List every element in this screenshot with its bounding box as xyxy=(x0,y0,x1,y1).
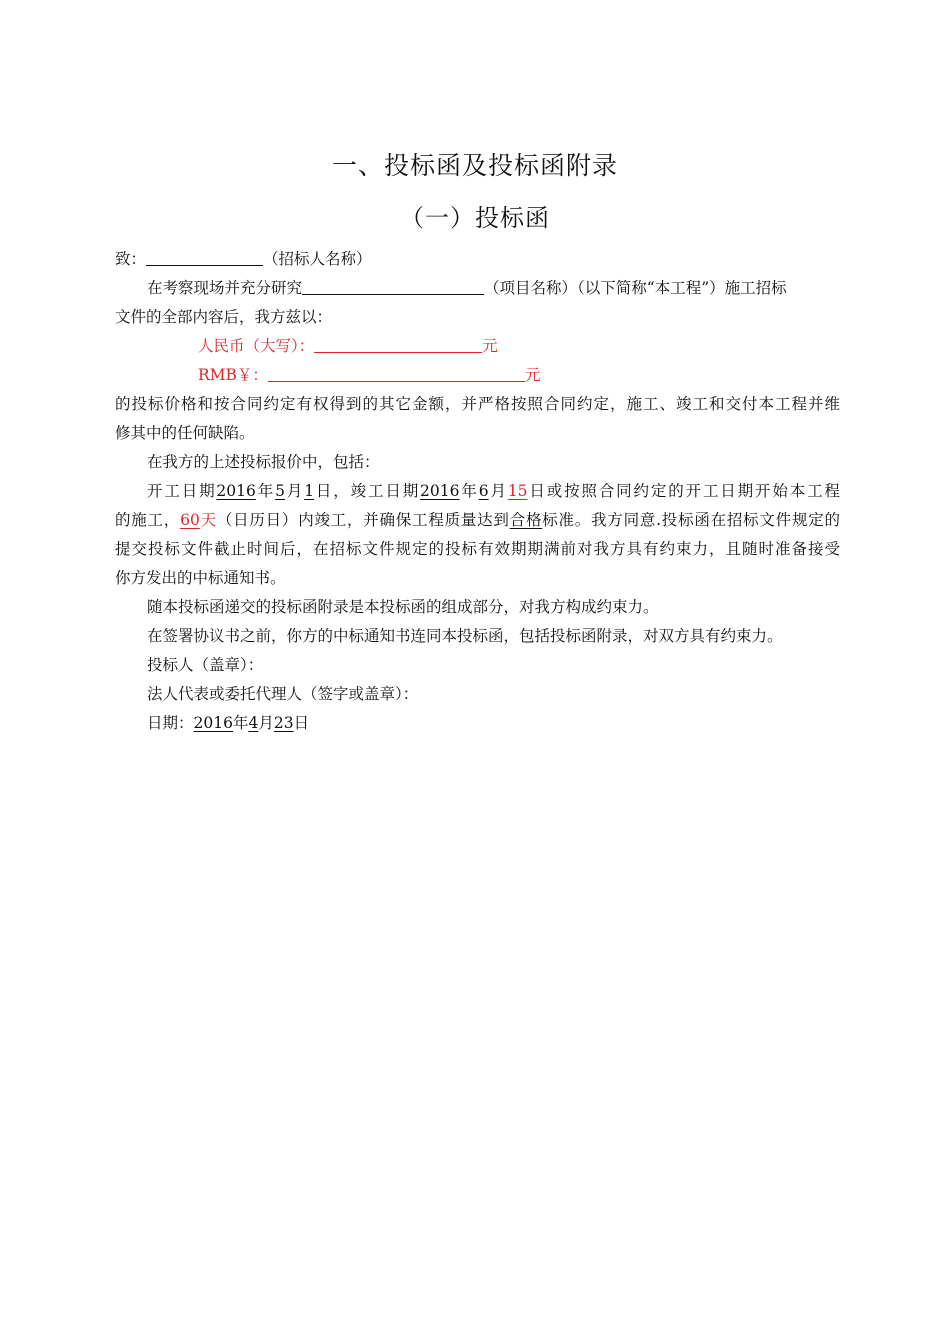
rmb-label: RMB￥： xyxy=(198,366,268,384)
paragraph-1-line-2: 文件的全部内容后，我方兹以： xyxy=(115,308,333,326)
bidder-seal-label: 投标人（盖章）： xyxy=(147,656,264,674)
addressee-line xyxy=(115,249,840,269)
duration-days: 60 xyxy=(180,511,200,529)
paragraph-4-line-2 xyxy=(115,510,840,530)
start-year: 2016 xyxy=(216,482,256,500)
paragraph-6: 在签署协议书之前，你方的中标通知书连同本投标函，包括投标函附录，对双方具有约束力。 xyxy=(147,627,783,645)
to-suffix: （招标人名称） xyxy=(263,250,372,268)
paragraph-2-line-2: 修其中的任何缺陷。 xyxy=(115,424,255,442)
to-prefix: 致： xyxy=(115,250,147,268)
rmb-unit: 元 xyxy=(524,366,541,384)
rmb-line xyxy=(198,365,598,385)
rmb-upper-label: 人民币（大写）： xyxy=(198,337,315,355)
text: 月 xyxy=(488,482,508,500)
text: 年 xyxy=(255,482,276,500)
paragraph-4-line-1 xyxy=(147,481,840,501)
paragraph-3: 在我方的上述投标报价中，包括： xyxy=(147,453,380,471)
rmb-upper-unit: 元 xyxy=(482,337,498,355)
end-day: 15 xyxy=(507,482,528,500)
rmb-upper-line xyxy=(198,336,598,356)
start-month: 5 xyxy=(275,482,285,500)
document-subtitle: （一）投标函 xyxy=(400,204,550,232)
text: 日，竣工日期 xyxy=(314,482,421,500)
paragraph-1-line-1 xyxy=(147,278,840,298)
paragraph-4-line-4: 你方发出的中标通知书。 xyxy=(115,569,286,587)
tenderer-name-blank xyxy=(146,249,263,266)
end-month: 6 xyxy=(478,482,489,500)
project-name-blank xyxy=(302,278,484,295)
text: 年 xyxy=(459,482,479,500)
legal-representative-label: 法人代表或委托代理人（签字或盖章）： xyxy=(147,685,419,703)
paragraph-5: 随本投标函递交的投标函附录是本投标函的组成部分，对我方构成约束力。 xyxy=(147,598,659,616)
text: 的施工， xyxy=(115,511,181,529)
text: 日 xyxy=(293,714,310,732)
date-day: 23 xyxy=(273,714,294,732)
date-label: 日期： xyxy=(147,714,194,732)
text: 年 xyxy=(232,714,249,732)
date-year: 2016 xyxy=(193,714,233,732)
date-month: 4 xyxy=(248,714,259,732)
start-day: 1 xyxy=(304,482,315,500)
duration-unit: 天 xyxy=(199,511,217,529)
text: 月 xyxy=(258,714,274,732)
end-year: 2016 xyxy=(420,482,460,500)
text: 日或按照合同约定的开工日期开始本工程 xyxy=(527,482,840,500)
text: 标准。我方同意.投标函在招标文件规定的 xyxy=(542,511,840,529)
text: （项目名称）（以下简称“本工程”）施工招标 xyxy=(484,279,787,297)
text: 在考察现场并充分研究 xyxy=(147,279,303,297)
text: 月 xyxy=(284,482,305,500)
rmb-upper-blank xyxy=(314,336,482,353)
date-line xyxy=(147,713,840,733)
paragraph-2-line-1: 的投标价格和按合同约定有权得到的其它金额，并严格按照合同约定，施工、竣工和交付本工程并维 xyxy=(115,395,840,413)
text: 开工日期 xyxy=(147,482,217,500)
quality-standard: 合格 xyxy=(509,511,543,529)
text: （日历日）内竣工，并确保工程质量达到 xyxy=(216,511,510,529)
document-title: 一、投标函及投标函附录 xyxy=(331,151,618,180)
paragraph-4-line-3: 提交投标文件截止时间后，在招标文件规定的投标有效期期满前对我方具有约束力，且随时准备接受 xyxy=(115,540,840,558)
rmb-blank xyxy=(268,365,525,382)
